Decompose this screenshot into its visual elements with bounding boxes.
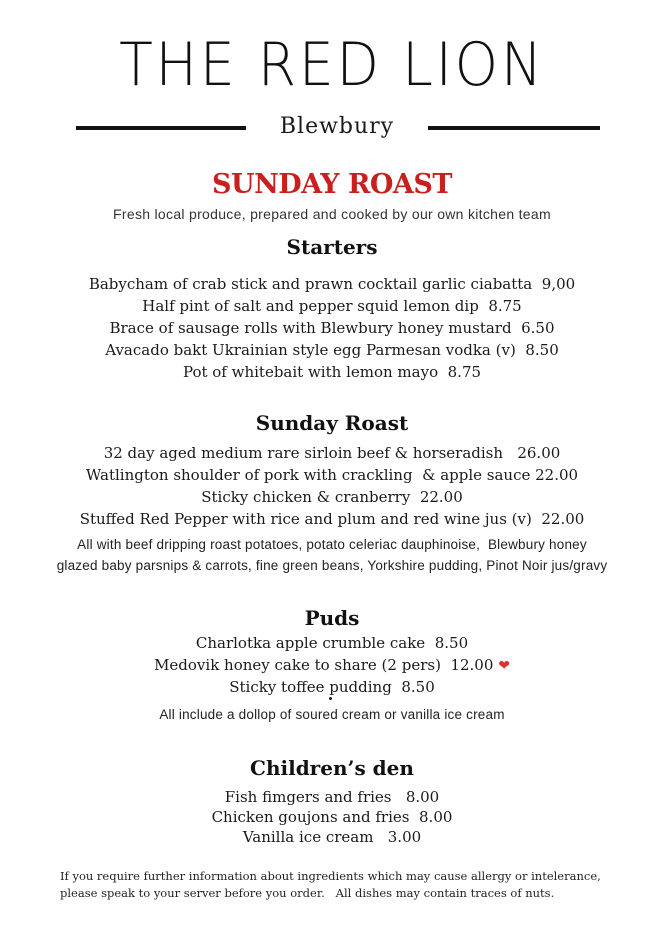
puds-heading: Puds [304, 606, 360, 630]
pud-item: Sticky toffee pudding 8.50 [229, 678, 435, 696]
starter-item: Babycham of crab stick and prawn cocktail garlic ciabatta 9,00 [88, 275, 576, 293]
heart-icon: ❤ [498, 658, 510, 674]
starter-item: Brace of sausage rolls with Blewbury honey mustard 6.50 [109, 319, 555, 337]
childrens-den-heading: Children’s den [250, 756, 414, 780]
menu-title: SUNDAY ROAST [212, 169, 452, 200]
roast-sides-note: glazed baby parsnips & carrots, fine green beans, Yorkshire pudding, Pinot Noir jus/gravy [56, 558, 608, 573]
roast-item: Stuffed Red Pepper with rice and plum and red wine jus (v) 22.00 [79, 510, 585, 528]
location-row [0, 112, 664, 142]
roast-item: Sticky chicken & cranberry 22.00 [201, 488, 463, 506]
starters-heading: Starters [286, 235, 378, 259]
starter-item: Half pint of salt and pepper squid lemon dip 8.75 [142, 297, 522, 315]
pud-item-label: Medovik honey cake to share (2 pers) 12.00 [154, 656, 494, 674]
restaurant-title: THE RED LION [119, 30, 545, 100]
roast-sides-note: All with beef dripping roast potatoes, potato celeriac dauphinoise, Blewbury honey [77, 537, 587, 552]
starter-item: Pot of whitebait with lemon mayo 8.75 [182, 363, 482, 381]
children-item: Chicken goujons and fries 8.00 [211, 808, 453, 826]
puds-note: All include a dollop of soured cream or vanilla ice cream [159, 707, 505, 722]
location-name: Blewbury [279, 114, 395, 139]
pud-item: Charlotka apple crumble cake 8.50 [195, 634, 469, 652]
starter-item: Avacado bakt Ukrainian style egg Parmesan vodka (v) 8.50 [105, 341, 559, 359]
allergy-notice: please speak to your server before you order. All dishes may contain traces of nuts. [60, 886, 555, 900]
menu-tagline: Fresh local produce, prepared and cooked by our own kitchen team [113, 206, 551, 222]
roast-item: 32 day aged medium rare sirloin beef & horseradish 26.00 [103, 444, 561, 462]
children-item: Fish fimgers and fries 8.00 [224, 788, 440, 806]
right-divider [428, 126, 600, 130]
pud-item [0, 654, 664, 677]
allergy-notice: If you require further information about ingredients which may cause allergy or intelerance, [60, 869, 601, 883]
dot-mark [329, 697, 332, 700]
children-item: Vanilla ice cream 3.00 [242, 828, 422, 846]
roast-item: Watlington shoulder of pork with crackling & apple sauce 22.00 [85, 466, 579, 484]
left-divider [76, 126, 246, 130]
sunday-roast-heading: Sunday Roast [255, 411, 409, 435]
